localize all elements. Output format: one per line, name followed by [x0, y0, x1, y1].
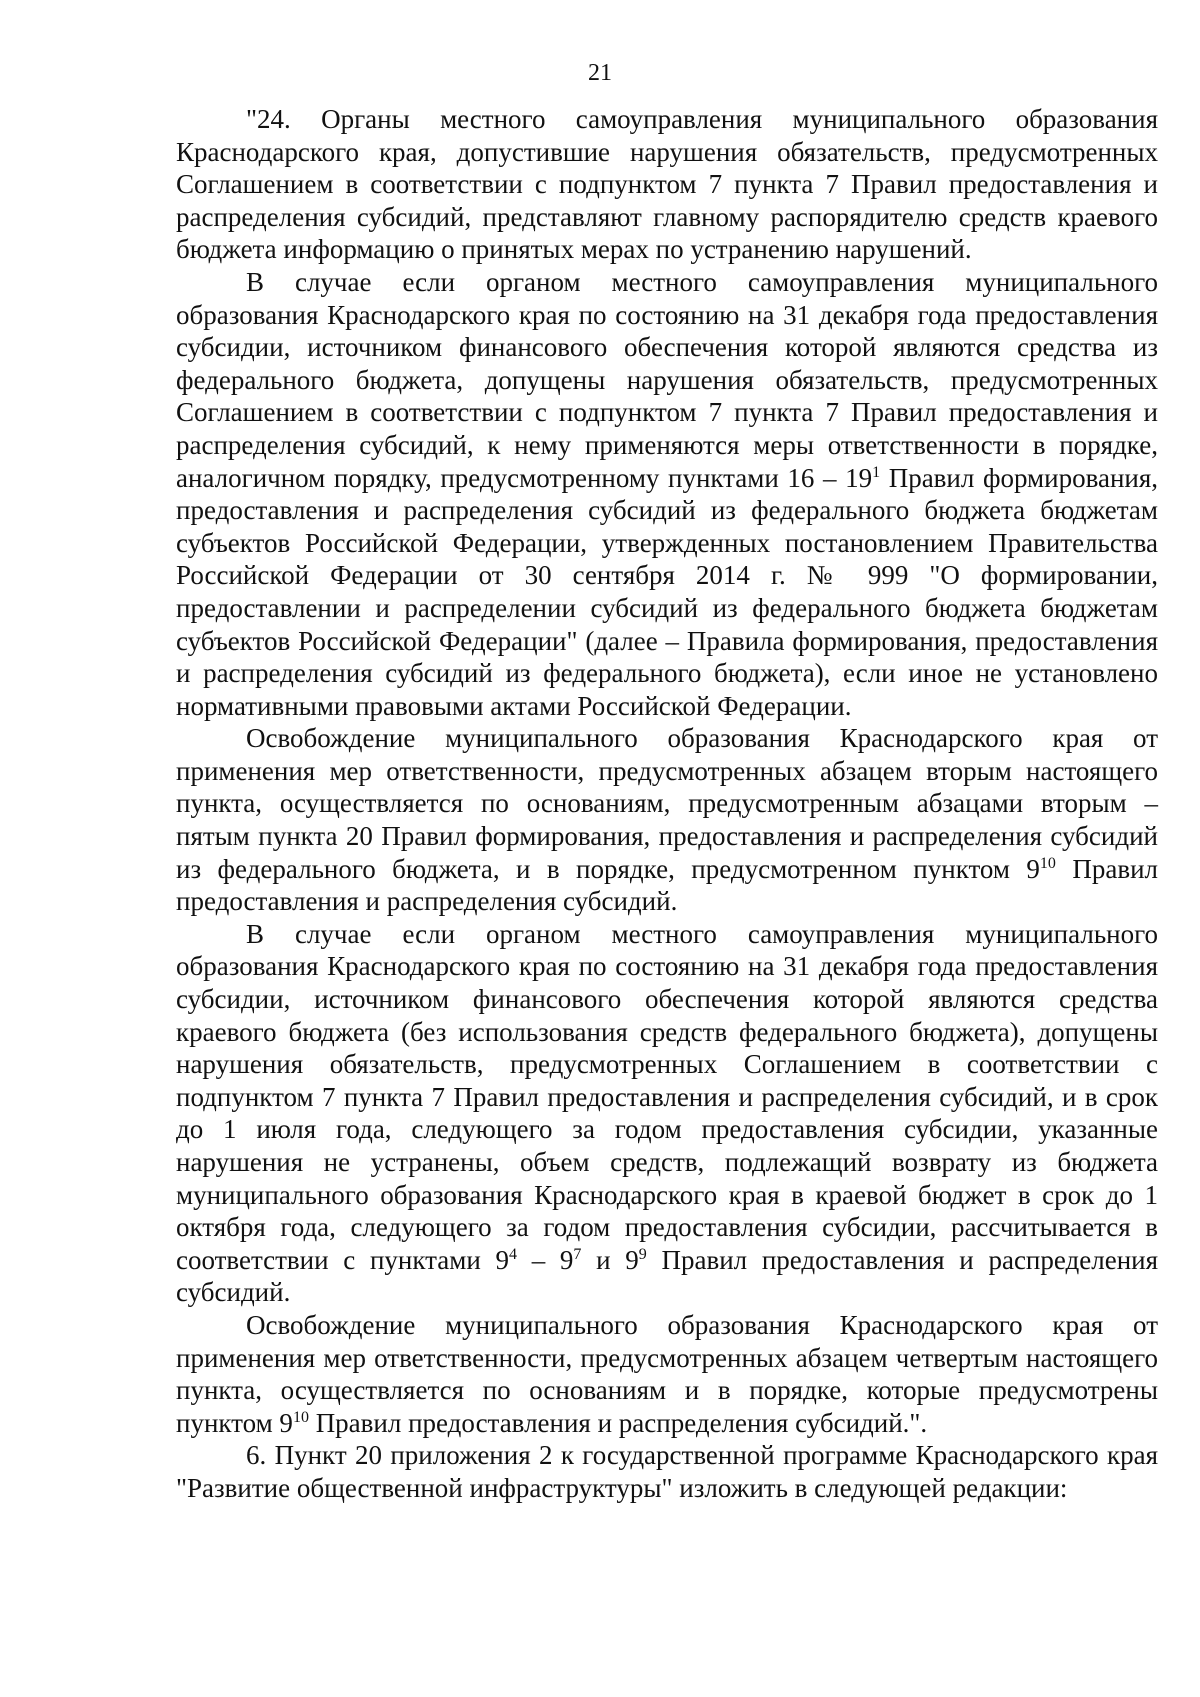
- paragraph-text: В случае если органом местного самоуправления муниципального образования Краснодарского края по состоянию на 31 декабря года предоставления субсидии, источником финансового обеспечения которой являются средства из федерального бюджета, допущены нарушения обязательств, предусмотренных Соглашением в соответствии с подпунктом 7 пункта 7 Правил предоставления и распределения субсидий, к нему применяются меры ответственности в порядке, аналогичном порядку, предусмотренному пунктами 16 – 19: [176, 266, 1158, 493]
- paragraph-text: Освобождение муниципального образования Краснодарского края от применения мер ответственности, предусмотренных абзацем четвертым настоящего пункта, осуществляется по основаниям и в порядке, которые предусмотрены пунктом 9: [176, 1309, 1158, 1438]
- superscript-index: 4: [508, 1245, 517, 1263]
- paragraph-p6: [176, 1439, 1158, 1504]
- superscript-index: 7: [573, 1245, 582, 1263]
- paragraph-text: – 9: [516, 1244, 574, 1275]
- paragraph-text: "24. Органы местного самоуправления муниципального образования Краснодарского края, допустившие нарушения обязательств, предусмотренных Соглашением в соответствии с подпунктом 7 пункта 7 Правил предоставления и распределения субсидий, представляют главному распорядителю средств краевого бюджета информацию о принятых мерах по устранению нарушений.: [176, 104, 1158, 265]
- paragraph-text: Правил формирования, предоставления и распределения субсидий из федерального бюджета бюджетам субъектов Российской Федерации, утвержденных постановлением Правительства Российской Федерации от 30 сентября 2014 г. № 999 "О формировании, предоставлении и распределении субсидий из федерального бюджета бюджетам субъектов Российской Федерации" (далее – Правила формирования, предоставления и распределения субсидий из федерального бюджета), если иное не установлено нормативными правовыми актами Российской Федерации.: [176, 462, 1159, 721]
- paragraph-text: и 9: [581, 1244, 639, 1275]
- paragraph-text: Правил предоставления и распределения субсидий.: [176, 1244, 1159, 1308]
- page-number: 21: [588, 60, 612, 86]
- paragraph-p3: [176, 722, 1158, 918]
- superscript-index: 9: [638, 1245, 647, 1263]
- superscript-index: 10: [292, 1408, 309, 1426]
- paragraph-p2: [176, 266, 1158, 722]
- superscript-index: 10: [1039, 854, 1056, 872]
- paragraph-text: Правил предоставления и распределения субсидий.".: [308, 1407, 928, 1438]
- paragraph-p1: [176, 103, 1158, 266]
- superscript-index: 1: [872, 463, 881, 481]
- paragraph-text: Правил предоставления и распределения субсидий.: [176, 853, 1159, 917]
- paragraph-text: Освобождение муниципального образования Краснодарского края от применения мер ответственности, предусмотренных абзацем вторым настоящего пункта, осуществляется по основаниям, предусмотренным абзацами вторым – пятым пункта 20 Правил формирования, предоставления и распределения субсидий из федерального бюджета, и в порядке, предусмотренном пунктом 9: [176, 723, 1158, 884]
- paragraph-p4: [176, 918, 1158, 1309]
- paragraph-p5: [176, 1309, 1158, 1439]
- document-body: [176, 103, 1158, 1505]
- paragraph-text: 6. Пункт 20 приложения 2 к государственной программе Краснодарского края "Развитие общественной инфраструктуры" изложить в следующей редакции:: [176, 1440, 1158, 1503]
- paragraph-text: В случае если органом местного самоуправления муниципального образования Краснодарского края по состоянию на 31 декабря года предоставления субсидии, источником финансового обеспечения которой являются средства краевого бюджета (без использования средств федерального бюджета), допущены нарушения обязательств, предусмотренных Соглашением в соответствии с подпунктом 7 пункта 7 Правил предоставления и распределения субсидий, и в срок до 1 июля года, следующего за годом предоставления субсидии, указанные нарушения не устранены, объем средств, подлежащий возврату из бюджета муниципального образования Краснодарского края в краевой бюджет в срок до 1 октября года, следующего за годом предоставления субсидии, рассчитывается в соответствии с пунктами 9: [176, 918, 1158, 1275]
